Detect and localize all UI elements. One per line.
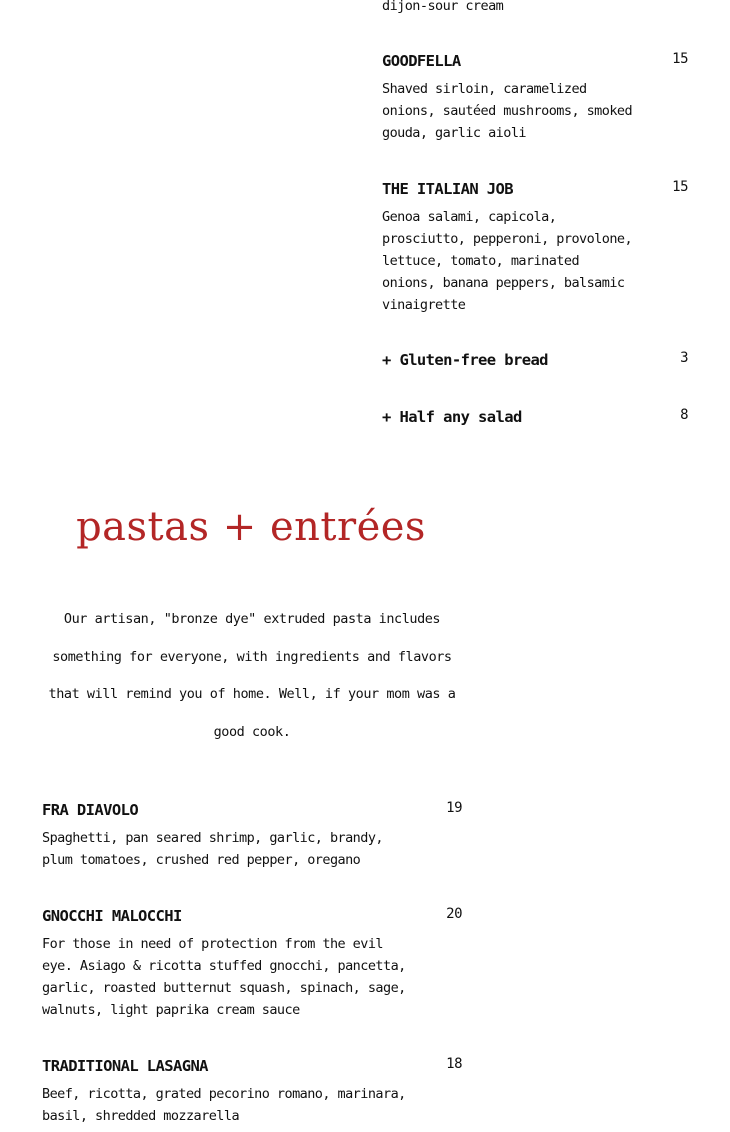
addon-name: + Gluten-free bread (382, 351, 548, 369)
addon-half-any-salad (382, 407, 688, 431)
item-price: 20 (446, 906, 462, 922)
item-name: GOODFELLA (382, 52, 461, 70)
previous-item-description-fragment: dijon-sour cream (382, 0, 504, 14)
menu-item-fra-diavolo (42, 800, 462, 870)
menu-item-the-italian-job (382, 179, 688, 319)
addon-name: + Half any salad (382, 408, 522, 426)
item-name: TRADITIONAL LASAGNA (42, 1057, 208, 1075)
addon-price: 3 (680, 350, 688, 366)
menu-item-traditional-lasagna (42, 1056, 462, 1126)
addon-price: 8 (680, 407, 688, 423)
item-price: 15 (672, 179, 688, 195)
item-name: GNOCCHI MALOCCHI (42, 907, 182, 925)
item-description: Spaghetti, pan seared shrimp, garlic, brandy, plum tomatoes, crushed red pepper, oregano (42, 830, 383, 868)
item-price: 15 (672, 51, 688, 67)
item-name: FRA DIAVOLO (42, 801, 139, 819)
item-description: Genoa salami, capicola, prosciutto, pepperoni, provolone, lettuce, tomato, marinated onions, banana peppers, balsamic vinaigrette (382, 209, 633, 313)
section-intro: Our artisan, "bronze dye" extruded pasta includes something for everyone, with ingredients and flavors that will remind you of home. Well, if your mom was a good cook. (48, 611, 456, 740)
item-price: 19 (446, 800, 462, 816)
item-description: Beef, ricotta, grated pecorino romano, marinara, basil, shredded mozzarella (42, 1086, 406, 1124)
menu-item-goodfella (382, 51, 688, 151)
section-title: pastas + entrées (76, 504, 426, 550)
item-description: Shaved sirloin, caramelized onions, sautéed mushrooms, smoked gouda, garlic aioli (382, 81, 633, 141)
menu-item-gnocchi-malocchi (42, 906, 462, 1021)
item-price: 18 (446, 1056, 462, 1072)
item-name: THE ITALIAN JOB (382, 180, 513, 198)
addon-gluten-free-bread (382, 350, 688, 374)
item-description: For those in need of protection from the evil eye. Asiago & ricotta stuffed gnocchi, pancetta, garlic, roasted butternut squash, spinach, sage, walnuts, light paprika cream sauce (42, 936, 406, 1018)
